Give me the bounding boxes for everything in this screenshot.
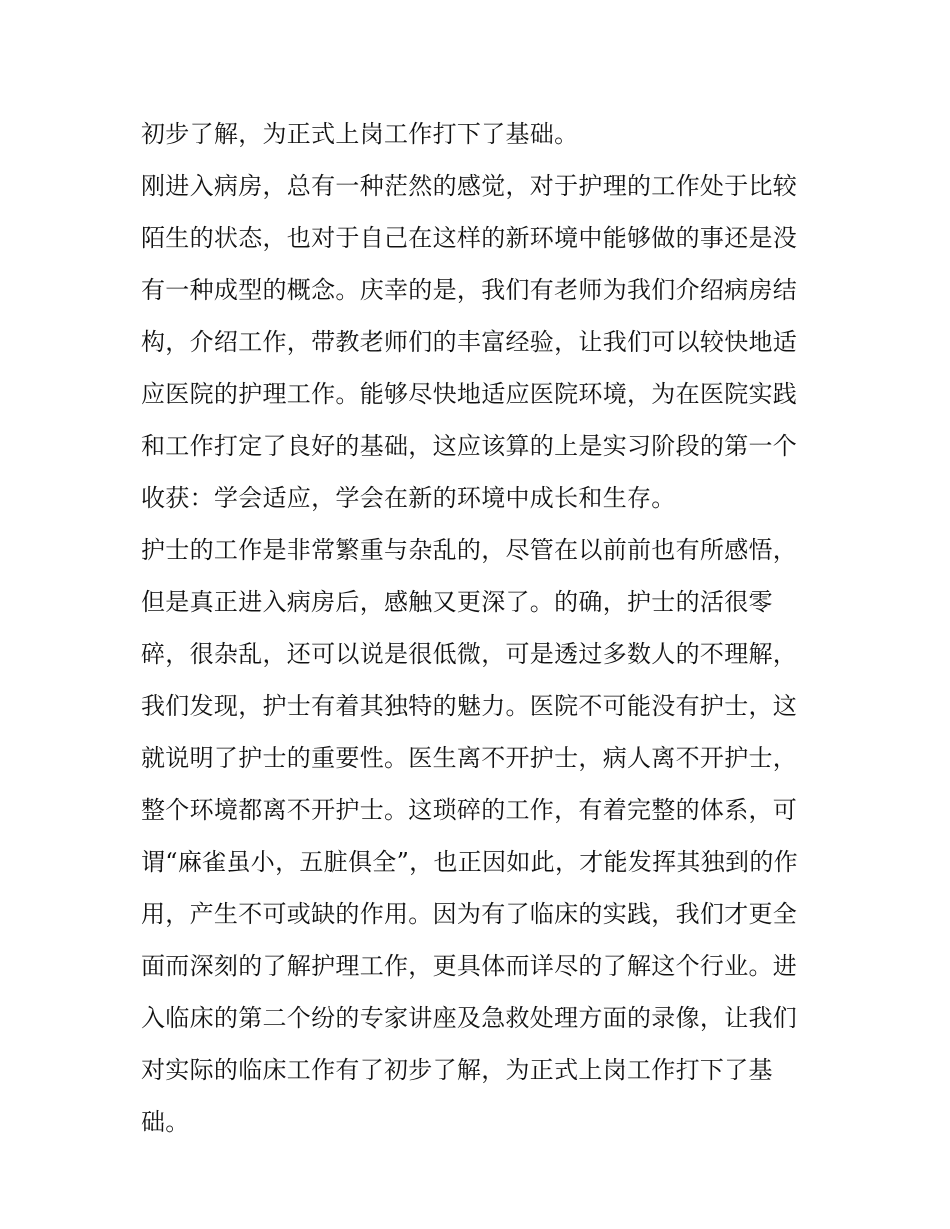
text-line: 碎，很杂乱，还可以说是很低微，可是透过多数人的不理解， (141, 640, 798, 668)
text-line: 面而深刻的了解护理工作，更具体而详尽的了解这个行业。进 (141, 952, 798, 980)
text-line: 收获：学会适应，学会在新的环境中成长和生存。 (141, 484, 676, 512)
text-line: 构，介绍工作，带教老师们的丰富经验，让我们可以较快地适 (141, 328, 798, 356)
text-line: 整个环境都离不开护士。这琐碎的工作，有着完整的体系，可 (141, 796, 798, 824)
text-line: 和工作打定了良好的基础，这应该算的上是实习阶段的第一个 (141, 432, 798, 460)
text-line: 用，产生不可或缺的作用。因为有了临床的实践，我们才更全 (141, 900, 798, 928)
text-line: 刚进入病房，总有一种茫然的感觉，对于护理的工作处于比较 (141, 172, 798, 200)
text-line: 就说明了护士的重要性。医生离不开护士，病人离不开护士， (141, 744, 798, 772)
text-line: 陌生的状态，也对于自己在这样的新环境中能够做的事还是没 (141, 224, 798, 252)
text-line: 入临床的第二个纷的专家讲座及急救处理方面的录像，让我们 (141, 1004, 798, 1032)
text-line: 应医院的护理工作。能够尽快地适应医院环境，为在医院实践 (141, 380, 798, 408)
document-body (141, 108, 821, 1148)
text-line: 谓“麻雀虽小，五脏俱全”，也正因如此，才能发挥其独到的作 (141, 848, 798, 876)
text-line: 初步了解，为正式上岗工作打下了基础。 (141, 120, 579, 148)
text-line: 有一种成型的概念。庆幸的是，我们有老师为我们介绍病房结 (141, 276, 798, 304)
text-line: 护士的工作是非常繁重与杂乱的，尽管在以前前也有所感悟， (141, 536, 798, 564)
text-line: 我们发现，护士有着其独特的魅力。医院不可能没有护士，这 (141, 692, 798, 720)
text-line: 但是真正进入病房后，感触又更深了。的确，护士的活很零 (141, 588, 773, 616)
text-line: 础。 (141, 1108, 190, 1136)
text-line: 对实际的临床工作有了初步了解，为正式上岗工作打下了基 (141, 1056, 773, 1084)
